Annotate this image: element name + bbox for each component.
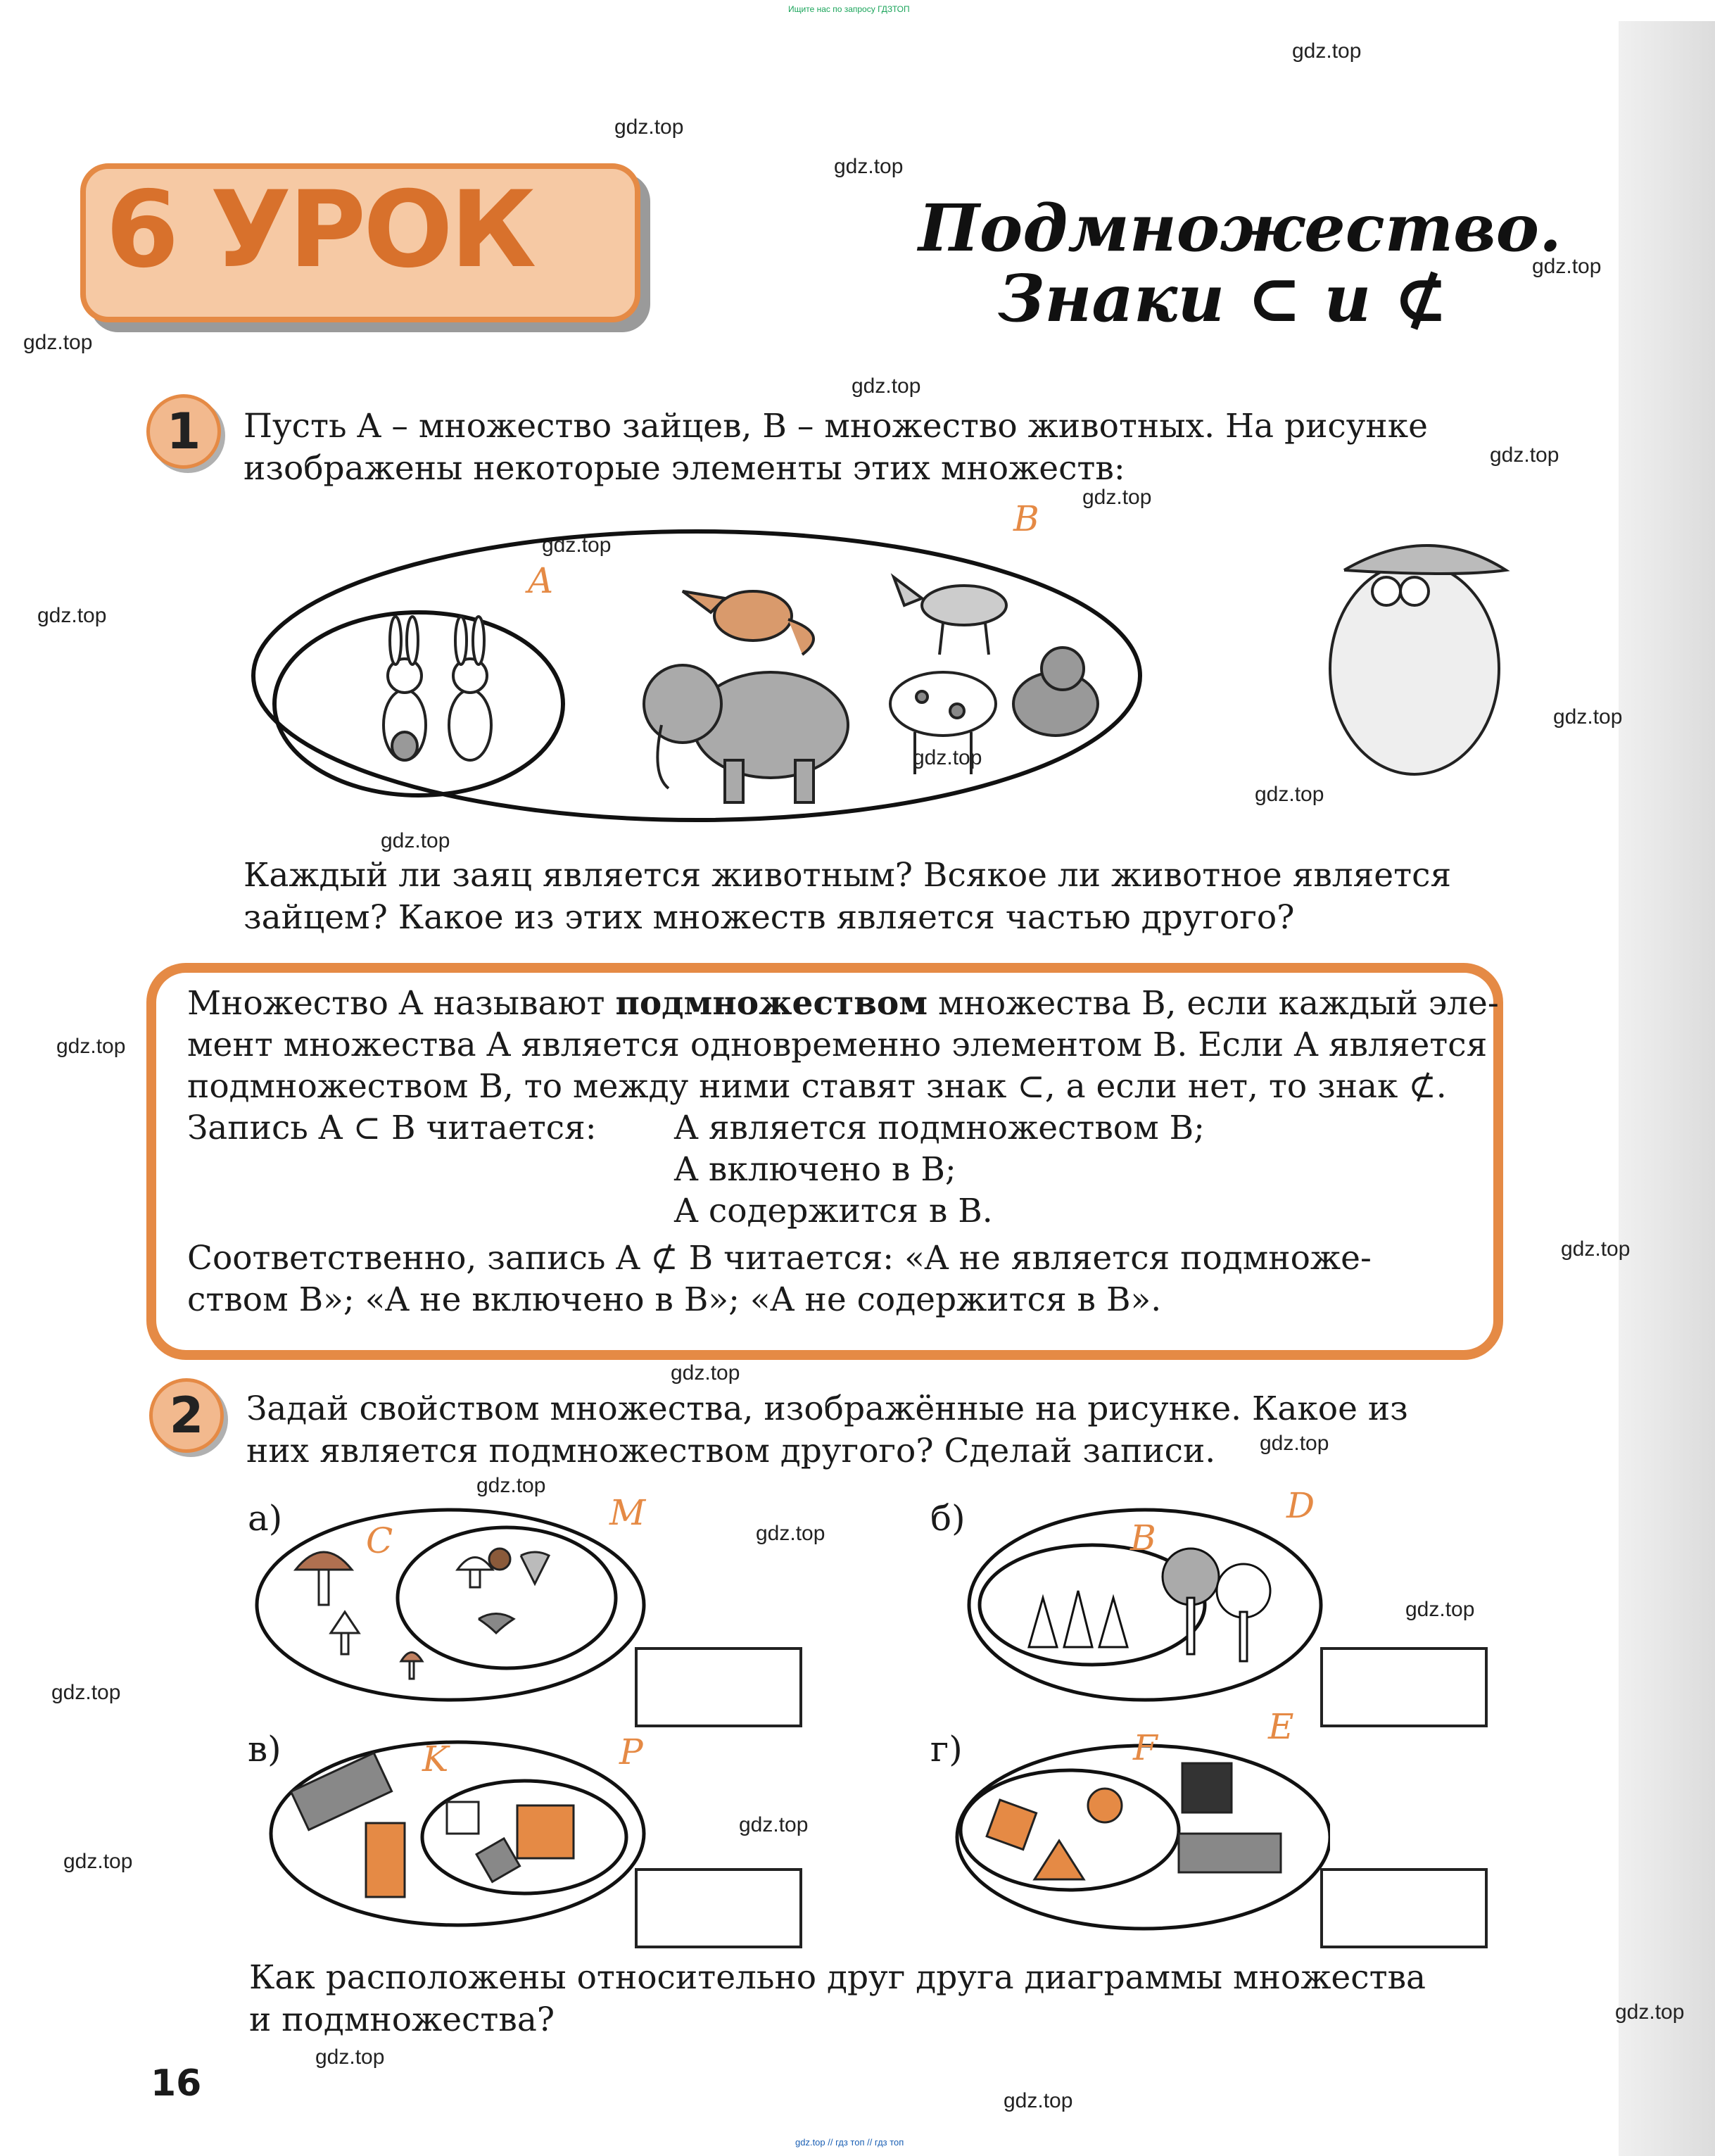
animals-venn-diagram	[246, 493, 1569, 845]
task2-line1: Задай свойством множества, изображённые на рисунке. Какое из	[246, 1389, 1408, 1428]
task2-final-line2: и подмножества?	[249, 2000, 555, 2039]
footer-note: gdz.top // гдз топ // гдз топ	[795, 2137, 904, 2148]
square-shape	[476, 1839, 519, 1881]
watermark: gdz.top	[56, 1035, 126, 1058]
definition-line7: Соответственно, запись A ⊄ B читается: «A не является подмноже-	[187, 1239, 1372, 1278]
answer-box-b[interactable]	[1320, 1647, 1488, 1727]
definition-line1: Множество A называют подмножеством множества B, если каждый эле-	[187, 984, 1499, 1023]
watermark: gdz.top	[671, 1361, 740, 1385]
mushroom-image	[401, 1653, 422, 1679]
task1-question-line2: зайцем? Какое из этих множеств является частью другого?	[243, 898, 1295, 937]
set-label-b2: B	[1130, 1518, 1156, 1558]
mushroom-image	[457, 1549, 510, 1587]
definition-reading3: A содержится в B.	[674, 1192, 993, 1230]
subtask-v-label: в)	[248, 1729, 281, 1770]
watermark: gdz.top	[315, 2045, 385, 2069]
answer-box-v[interactable]	[635, 1868, 802, 1948]
lesson-heading: 6 УРОК	[106, 169, 534, 291]
set-label-b: B	[1013, 498, 1039, 539]
watermark: gdz.top	[1553, 705, 1623, 729]
diagram-v-rectangles	[267, 1739, 647, 1929]
task1-intro-line2: изображены некоторые элементы этих множеств:	[243, 449, 1125, 488]
subtask-g-label: г)	[930, 1729, 963, 1770]
header-note: Ищите нас по запросу ГДЗТОП	[788, 4, 910, 14]
task1-intro-line1: Пусть A – множество зайцев, B – множество животных. На рисунке	[243, 407, 1428, 446]
watermark: gdz.top	[63, 1850, 133, 1873]
watermark: gdz.top	[1490, 443, 1559, 467]
task-number-1: 1	[146, 394, 221, 469]
watermark: gdz.top	[1615, 2000, 1685, 2024]
watermark: gdz.top	[1292, 39, 1362, 63]
watermark: gdz.top	[1405, 1598, 1475, 1621]
rectangle-shape	[1179, 1834, 1281, 1872]
set-label-p: P	[619, 1732, 643, 1772]
watermark: gdz.top	[852, 374, 921, 398]
diagram-a-mushrooms	[253, 1506, 647, 1703]
circle-shape	[1088, 1789, 1122, 1822]
answer-box-a[interactable]	[635, 1647, 802, 1727]
mushroom-image	[331, 1612, 359, 1654]
task-number-2: 2	[149, 1378, 224, 1453]
definition-line8: ством B»; «A не включено в B»; «A не содержится в B».	[187, 1280, 1162, 1319]
subtask-b-label: б)	[930, 1498, 966, 1539]
definition-reading2: A включено в B;	[674, 1150, 956, 1189]
fir-tree-icon	[1029, 1591, 1127, 1647]
watermark: gdz.top	[37, 604, 107, 627]
set-label-e: E	[1268, 1706, 1294, 1747]
mushroom-image	[521, 1552, 549, 1584]
subtask-a-label: а)	[248, 1498, 283, 1539]
watermark: gdz.top	[381, 829, 450, 852]
diagram-g-shapes	[950, 1739, 1330, 1936]
square-shape	[517, 1805, 574, 1858]
square-shape	[987, 1800, 1036, 1849]
watermark: gdz.top	[913, 746, 982, 769]
fox-image	[683, 591, 814, 655]
lesson-title-line2: Знаки ⊂ и ⊄	[998, 260, 1448, 336]
lesson-title-line1: Подмножество.	[918, 190, 1562, 266]
definition-line4: Запись A ⊂ B читается:	[187, 1109, 597, 1147]
set-label-f: F	[1133, 1727, 1158, 1768]
watermark: gdz.top	[51, 1681, 121, 1704]
watermark: gdz.top	[1255, 783, 1324, 806]
rectangle-shape	[366, 1823, 405, 1897]
cow-image	[890, 672, 996, 774]
watermark: gdz.top	[542, 534, 612, 557]
hare-image	[384, 617, 426, 760]
hare-image	[449, 617, 491, 760]
watermark: gdz.top	[756, 1522, 825, 1545]
rectangle-shape	[291, 1753, 391, 1829]
watermark: gdz.top	[23, 331, 93, 354]
goat-image	[894, 577, 1006, 655]
mushroom-image	[479, 1614, 514, 1634]
watermark: gdz.top	[1004, 2089, 1073, 2112]
definition-line2: мент множества A является одновременно элементом B. Если A является	[187, 1026, 1488, 1064]
watermark: gdz.top	[614, 115, 684, 139]
square-shape	[1182, 1763, 1232, 1813]
watermark: gdz.top	[476, 1474, 546, 1497]
watermark: gdz.top	[1532, 255, 1602, 278]
triangle-shape	[1034, 1841, 1084, 1879]
set-label-m: M	[609, 1492, 646, 1533]
set-label-d: D	[1286, 1485, 1315, 1526]
set-label-a: A	[528, 560, 554, 601]
definition-reading1: A является подмножеством B;	[674, 1109, 1205, 1147]
task1-question-line1: Каждый ли заяц является животным? Всякое ли животное является	[243, 856, 1452, 895]
owl-teacher-image	[1330, 546, 1506, 774]
mushroom-image	[296, 1552, 352, 1605]
watermark: gdz.top	[1260, 1432, 1329, 1455]
elephant-image	[644, 665, 848, 802]
set-label-c: C	[366, 1520, 393, 1561]
page-number: 16	[151, 2062, 202, 2105]
task2-line2: них является подмножеством другого? Сделай записи.	[246, 1432, 1216, 1470]
watermark: gdz.top	[1082, 486, 1152, 509]
square-shape	[447, 1802, 479, 1834]
page-edge	[1619, 21, 1715, 2156]
set-label-k: K	[422, 1739, 449, 1779]
watermark: gdz.top	[739, 1813, 809, 1836]
bull-image	[1013, 648, 1098, 736]
watermark: gdz.top	[1561, 1237, 1631, 1261]
watermark: gdz.top	[834, 155, 904, 178]
answer-box-g[interactable]	[1320, 1868, 1488, 1948]
definition-line3: подмножеством B, то между ними ставят знак ⊂, а если нет, то знак ⊄.	[187, 1067, 1447, 1106]
task2-final-line1: Как расположены относительно друг друга диаграммы множества	[249, 1958, 1426, 1997]
